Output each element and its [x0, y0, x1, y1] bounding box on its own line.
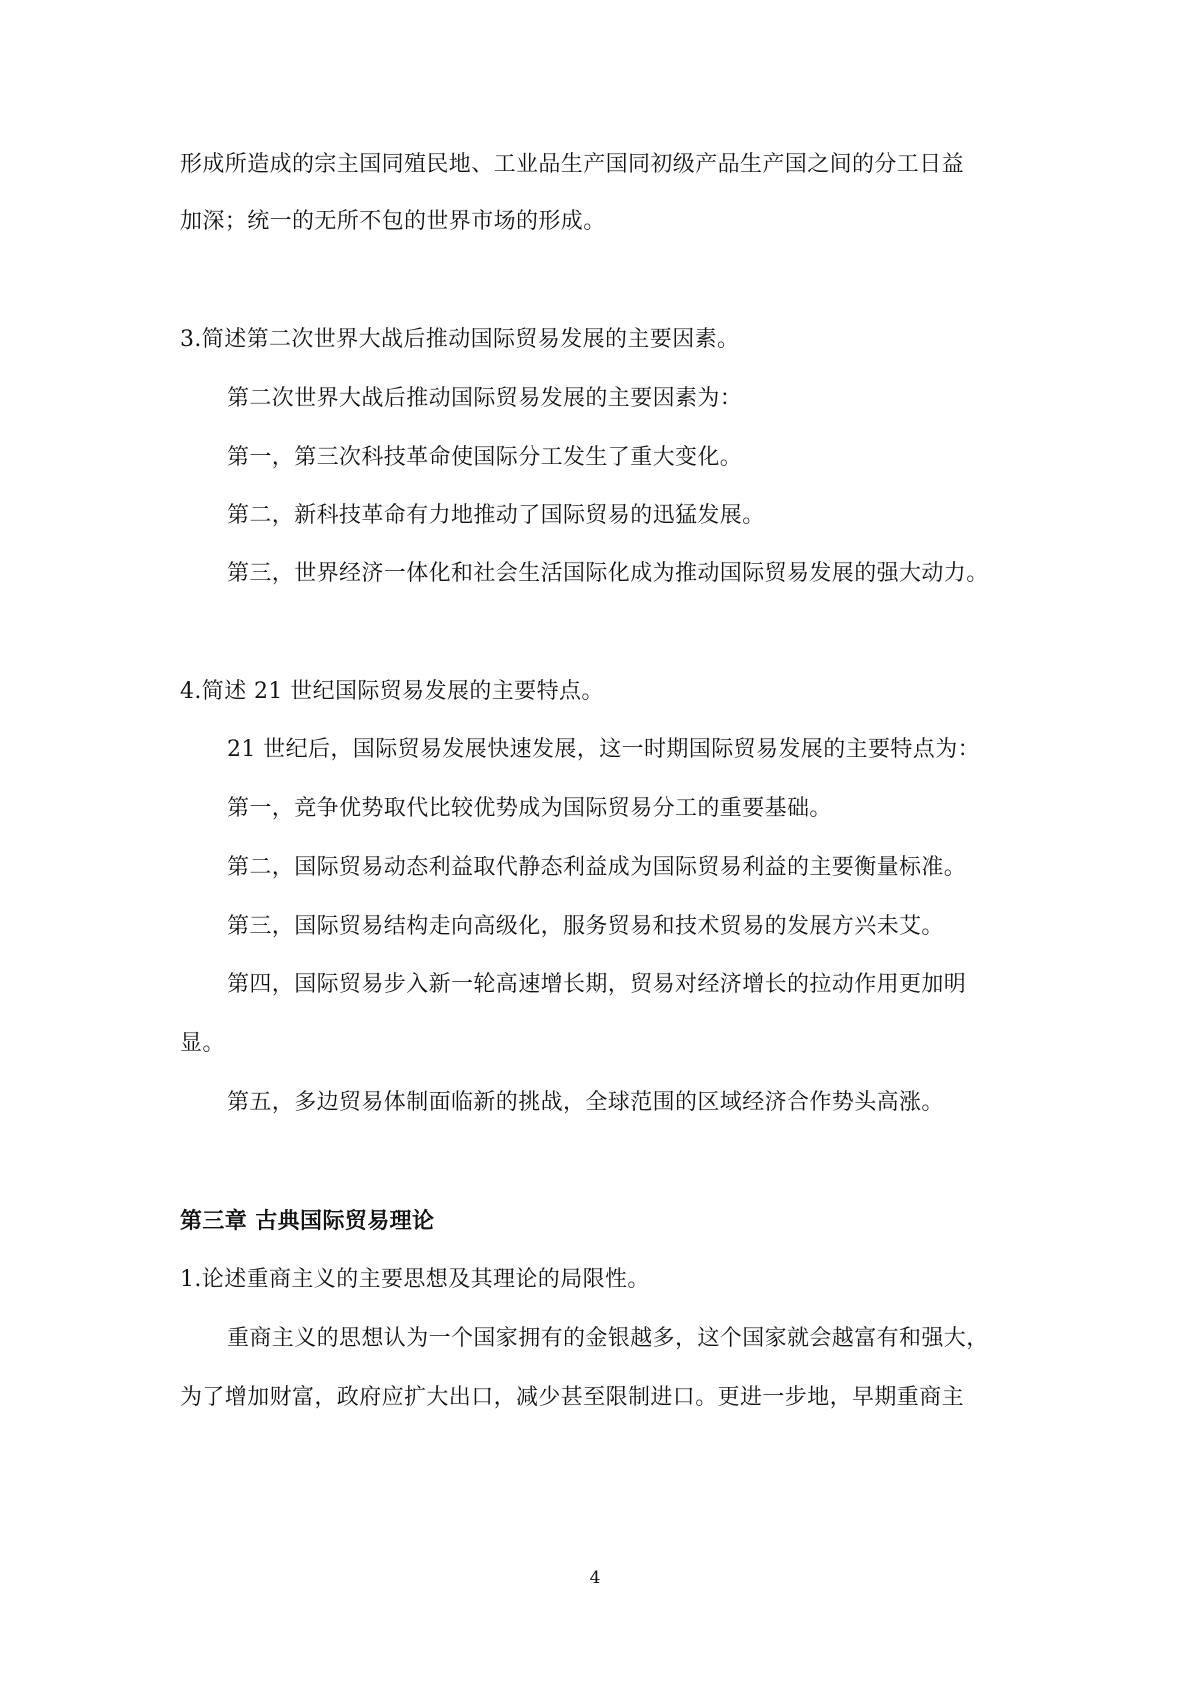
- page-number: 4: [589, 1568, 601, 1588]
- paragraph-line: 重商主义的思想认为一个国家拥有的金银越多，这个国家就会越富有和强大，: [227, 1326, 989, 1351]
- paragraph-line: 第四，国际贸易步入新一轮高速增长期，贸易对经济增长的拉动作用更加明: [227, 972, 967, 997]
- question-heading: 1.论述重商主义的主要思想及其理论的局限性。: [180, 1267, 650, 1292]
- paragraph-line: 第三，世界经济一体化和社会生活国际化成为推动国际贸易发展的强大动力。: [227, 561, 989, 586]
- paragraph-line: 第一，竞争优势取代比较优势成为国际贸易分工的重要基础。: [227, 796, 832, 821]
- question-heading: 3.简述第二次世界大战后推动国际贸易发展的主要因素。: [180, 327, 740, 352]
- paragraph-line: 第二，新科技革命有力地推动了国际贸易的迅猛发展。: [227, 503, 765, 528]
- paragraph-line: 为了增加财富，政府应扩大出口，减少甚至限制进口。更进一步地，早期重商主: [180, 1385, 965, 1410]
- paragraph-line: 21 世纪后，国际贸易发展快速发展，这一时期国际贸易发展的主要特点为：: [227, 737, 980, 762]
- paragraph-line: 显。: [180, 1031, 225, 1056]
- paragraph-line: 第二，国际贸易动态利益取代静态利益成为国际贸易利益的主要衡量标准。: [227, 855, 967, 880]
- paragraph-line: 形成所造成的宗主国同殖民地、工业品生产国同初级产品生产国之间的分工日益: [180, 152, 965, 177]
- paragraph-line: 加深；统一的无所不包的世界市场的形成。: [180, 209, 606, 234]
- question-heading: 4.简述 21 世纪国际贸易发展的主要特点。: [180, 679, 604, 704]
- paragraph-line: 第五，多边贸易体制面临新的挑战，全球范围的区域经济合作势头高涨。: [227, 1090, 944, 1115]
- paragraph-line: 第三，国际贸易结构走向高级化，服务贸易和技术贸易的发展方兴未艾。: [227, 914, 944, 939]
- chapter-heading: 第三章 古典国际贸易理论: [180, 1208, 435, 1234]
- paragraph-line: 第二次世界大战后推动国际贸易发展的主要因素为：: [227, 386, 743, 411]
- paragraph-line: 第一，第三次科技革命使国际分工发生了重大变化。: [227, 445, 743, 470]
